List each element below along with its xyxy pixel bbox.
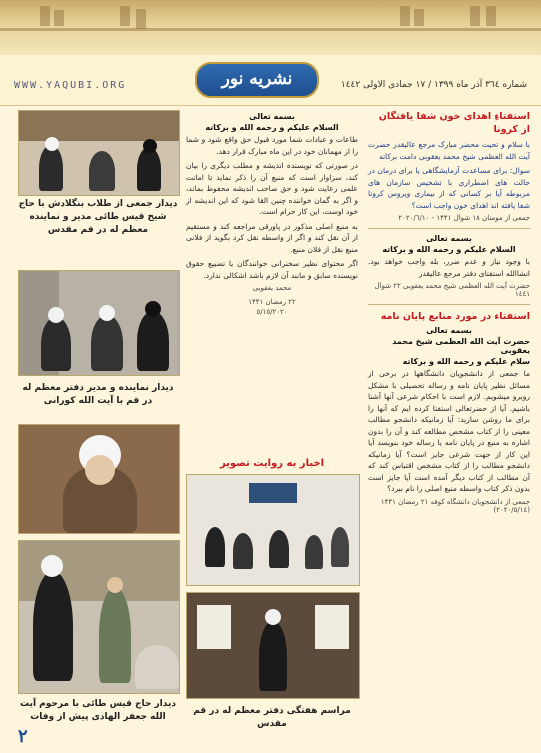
article2-head: بسمه تعالی bbox=[426, 326, 472, 335]
signature-name: محمد یعقوبی bbox=[252, 284, 292, 292]
page-number: ۲ bbox=[18, 726, 28, 747]
article1-intro: با سلام و تحیت محضر مبارک مرجع عالیقدر حضرت آیت الله العظمی شیخ محمد یعقوبی دامت برکاته bbox=[368, 140, 530, 161]
caption-kourani: دیدار نماینده و مدیر دفتر معظم له در قم با آیت الله کورانی bbox=[22, 383, 174, 406]
signature-date-gregorian: ۲۰۲۰/٥/١٥ bbox=[256, 308, 288, 316]
answer-head: بسمه تعالی bbox=[249, 112, 295, 121]
article2-title: استفتاء در مورد منابع پایان نامه bbox=[380, 311, 530, 322]
answer-paragraph-3: به منبع اصلی مذکور در پاورقی مراجعه کند و مستقیم از آن نقل کند و اگر از واسطه نقل کرد بگوید از فلانی منبع نقل از فلان منبع. bbox=[186, 221, 358, 254]
article2-salam: سلام علیکم و رحمه الله و برکاته bbox=[402, 357, 530, 366]
signature-date-hijri: ۲۲ رمضان ۱۴۴۱ bbox=[248, 298, 296, 306]
right-column bbox=[368, 110, 530, 520]
answer-paragraph-2: در صورتی که نویسنده اندیشه و مطلب دیگری را بیان کند، سزاوار است که منبع آن را ذکر نماید تا امانت علمی رعایت شود و حق صاحب اندیشه محفوظ بماند، و اگر به گمان خواننده چنین القا شود که این اندیشه از خود اوست، این کار حرام است. bbox=[186, 161, 358, 216]
article1-answer-head: بسمه تعالی bbox=[426, 234, 472, 243]
publication-logo: نشریه نور bbox=[195, 62, 319, 98]
photo-kourani-meeting bbox=[18, 270, 180, 376]
article2-body: ما جمعی از دانشجویان دانشگاهها در برخی از مسائل نظیر پایان نامه و رساله تحصیلی با مشکل روبرو میشویم. لازم است با احکام شرعی آنها آشنا باشیم. آیا از حضرتعالی استفتا کرده ایم که آنها را برای ما روشن سازید: آیا زمانیکه دانشجو مطالب معینی را از کتاب مشخص مطالعه کند و آن را بدون اشاره به منبع در پایان نامه یا رساله خود بنویسد آیا این کار از جهت شرعی جایز است؟ آیا زمانیکه دانشجو مطالب را از کتاب مشخص اقتباس کند که آن مطالب از کتاب دیگر آمده است آیا جایز است بدون ذکر کتاب واسطه منبع اصلی را نام ببرد؟ bbox=[368, 369, 530, 493]
article1-title: استفتاءِ اهدای خون شفا یافتگان از کرونا bbox=[378, 111, 530, 135]
article1-sign: جمعی از مومنان ۱۸ شوال ۱۴۴۱ - ۲۰۲۰/٦/١٠ bbox=[398, 214, 530, 222]
answer-paragraph-1: طاعات و عبادات شما مورد قبول حق واقع شود و شما را از مهمانان خود در این ماه مبارک قرار دهد. bbox=[186, 135, 358, 156]
article1-answer-sign: حضرت آیت الله العظمی شیخ محمد یعقوبی ٢٢ شوال ١٤٤١ bbox=[374, 282, 530, 298]
photo-weekly-gathering bbox=[186, 474, 360, 586]
article2-to: حضرت آیت الله العظمی شیخ محمد یعقوبی bbox=[392, 337, 530, 355]
news-photo-caption: مراسم هفتگی دفتر معظم له در قم مقدس bbox=[193, 706, 351, 729]
issue-info: شماره ٣٦٤ آذر ماه ١٣٩٩ / ١٧ جمادی الاولی ١٤٤٢ bbox=[340, 80, 527, 90]
caption-bangladesh: دیدار جمعی از طلاب بنگلادش با حاج شیخ قیس طائی مدیر و نماینده معظم له در قم مقدس bbox=[18, 199, 178, 235]
article1-answer: با وجود نیاز و عدم ضرر، بله واجب خواهد بود. انشاالله استفتای دفتر مرجع عالیقدر bbox=[368, 257, 530, 278]
website-url[interactable]: WWW.YAQUBI.ORG bbox=[14, 80, 127, 91]
photo-bangladesh-students bbox=[18, 110, 180, 196]
answer-salam: السلام علیکم و رحمه الله و برکاته bbox=[205, 123, 339, 132]
article1-answer-salam: السلام علیکم و رحمه الله و برکاته bbox=[382, 245, 516, 254]
photo-ceremony bbox=[186, 592, 360, 699]
banner-image bbox=[249, 483, 297, 503]
caption-jafar-hadi: دیدار حاج قیس طائی با مرحوم آیت الله جعفر الهادی پیش از وفات bbox=[20, 699, 176, 722]
top-banner-image bbox=[0, 0, 541, 55]
answer-paragraph-4: اگر محتوای نظیر سخنرانی خوانندگان یا تضییع حقوق نویسنده سابق و مانند آن لازم باشد اشکالی ندارد. bbox=[186, 259, 358, 280]
news-section-title: اخبار به روایت تصویر bbox=[219, 458, 325, 469]
article1-question: سوال: برای مساعدت آزمایشگاهی یا برای درمان در حالت های اضطراری با تشخیص سازمان های مربوطه آیا بر کسانی که از بیماری ویروس کرونا شفا یافته اند اهدای خون واجب است؟ bbox=[368, 166, 530, 210]
photo-jafar-hadi-visit bbox=[18, 540, 180, 694]
divider bbox=[368, 304, 530, 305]
middle-column bbox=[186, 110, 358, 322]
photo-cleric-portrait bbox=[18, 424, 180, 534]
article2-sign: جمعی از دانشجویان دانشگاه کوفه ۲۱ رمضان ۱۴۴۱ (۲۰۲۰/٥/١٤) bbox=[380, 497, 530, 514]
divider bbox=[368, 228, 530, 229]
